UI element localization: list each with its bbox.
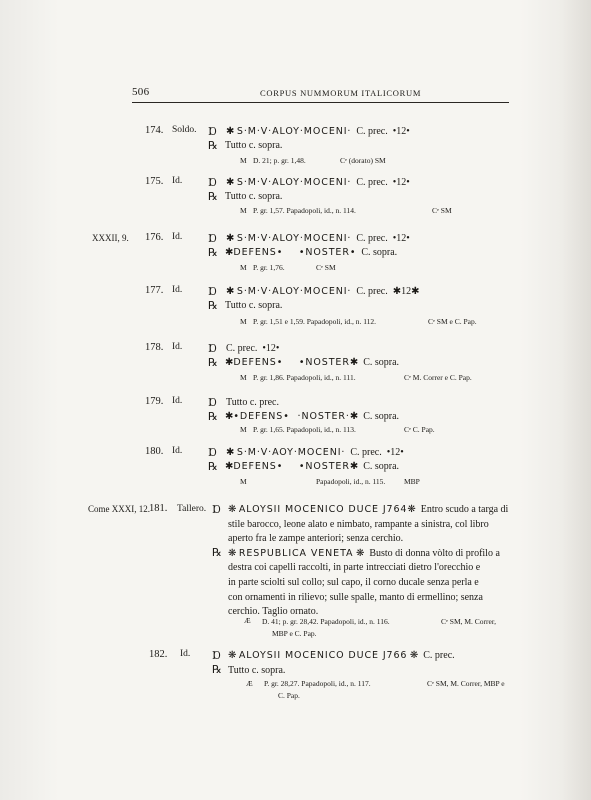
reverse-line: ✱•DEFENS• ·NOSTER·✱ C. sopra. xyxy=(225,411,400,422)
reverse-icon: ℞ xyxy=(212,664,222,676)
obverse-description: C. prec. xyxy=(356,286,388,297)
obverse-line: ✱ S·M·V·ALOY·MOCENI· C. prec. •12• xyxy=(226,126,410,137)
obverse-legend: ALOYSII MOCENICO DUCE J766 xyxy=(238,650,408,661)
obverse-line xyxy=(226,342,279,355)
entry-number: 176. xyxy=(145,232,164,243)
entry-note: P. gr. 1,65. Papadopoli, id., n. 113. xyxy=(253,425,356,434)
obverse-legend: S·M·V·ALOY·MOCENI· xyxy=(236,177,352,188)
entry-collections: Cᵉ (dorato) SM xyxy=(340,156,386,165)
entry-denomination: Tallero. xyxy=(177,504,207,514)
entry-number: 181. xyxy=(149,503,168,514)
reverse-line: ❋ RESPUBLICA VENETA ❋ Busto di donna vòlto di profilo a xyxy=(228,548,500,559)
entry-number: 174. xyxy=(145,125,164,136)
obverse-legend: ALOYSII MOCENICO DUCE J764 xyxy=(238,504,408,515)
obverse-icon: Ɒ xyxy=(208,126,217,138)
reverse-legend: •DEFENS• ·NOSTER· xyxy=(233,411,350,422)
entry-collections: Cᵉ SM, M. Correr, xyxy=(441,617,496,626)
metal-mark: M xyxy=(240,317,247,326)
page-bleed-shadow xyxy=(561,0,591,800)
obverse-line: ✱ S·M·V·AOY·MOCENI· C. prec. •12• xyxy=(226,447,404,458)
entry-number: 177. xyxy=(145,285,164,296)
obverse-line: Tutto c. prec. xyxy=(226,397,279,408)
metal-mark: M xyxy=(240,425,247,434)
reverse-line: Tutto c. sopra. xyxy=(225,191,283,202)
obverse-icon: Ɒ xyxy=(208,233,217,245)
header-rule xyxy=(132,102,509,103)
entry-denomination: Id. xyxy=(172,446,183,456)
entry-denomination: Id. xyxy=(172,342,183,352)
plate-reference: Come XXXI, 12. xyxy=(88,504,150,514)
obverse-description-line-1: Entro scudo a targa di xyxy=(420,504,509,515)
reverse-icon: ℞ xyxy=(208,191,218,203)
obverse-value: •12• xyxy=(262,343,280,354)
obverse-icon: Ɒ xyxy=(212,504,221,516)
obverse-line: ❋ ALOYSII MOCENICO DUCE J766 ❋ C. prec. xyxy=(228,650,455,661)
entry-collections: Cᵉ M. Correr e C. Pap. xyxy=(404,373,472,382)
reverse-description: C. sopra. xyxy=(363,411,400,422)
entry-number: 182. xyxy=(149,649,168,660)
reverse-description-line-5: cerchio. Taglio ornato. xyxy=(228,606,319,617)
reverse-description-line-3: in parte sciolti sul collo; sul capo, il corno ducale senza perla e xyxy=(228,577,479,588)
metal-mark: M xyxy=(240,263,247,272)
entry-collections: MBP xyxy=(404,477,420,486)
entry-number: 179. xyxy=(145,396,164,407)
reverse-icon: ℞ xyxy=(208,247,218,259)
entry-denomination: Id. xyxy=(172,285,183,295)
entry-collections: Cᵉ C. Pap. xyxy=(404,425,435,434)
obverse-value: •12• xyxy=(392,177,410,188)
obverse-description: C. prec. xyxy=(356,233,388,244)
obverse-icon: Ɒ xyxy=(208,447,217,459)
obverse-legend: S·M·V·AOY·MOCENI· xyxy=(236,447,346,458)
entry-collections-line-2: MBP e C. Pap. xyxy=(272,629,317,638)
reverse-legend: RESPUBLICA VENETA xyxy=(238,548,354,559)
entry-number: 180. xyxy=(145,446,164,457)
metal-mark: M xyxy=(240,206,247,215)
entry-denomination: Id. xyxy=(172,232,183,242)
entry-denomination: Id. xyxy=(172,176,183,186)
reverse-description: C. sopra. xyxy=(361,247,398,258)
obverse-legend: S·M·V·ALOY·MOCENI· xyxy=(236,126,352,137)
obverse-icon: Ɒ xyxy=(208,177,217,189)
entry-denomination: Id. xyxy=(172,396,183,406)
obverse-icon: Ɒ xyxy=(212,650,221,662)
entry-number: 178. xyxy=(145,342,164,353)
page-number: 506 xyxy=(132,86,150,98)
reverse-icon: ℞ xyxy=(208,140,218,152)
obverse-line: ✱ S·M·V·ALOY·MOCENI· C. prec. ✱12✱ xyxy=(226,286,420,297)
entry-collections: Cᵉ SM xyxy=(432,206,452,215)
obverse-description-line-3: aperto fra le zampe anteriori; senza cerchio. xyxy=(228,533,404,544)
entry-collections: Cᵉ SM, M. Correr, MBP e xyxy=(427,679,505,688)
reverse-icon: ℞ xyxy=(208,300,218,312)
obverse-value: ✱12✱ xyxy=(392,286,420,297)
reverse-description-line-4: con ornamenti in rilievo; sulle spalle, manto di ermellino; senza xyxy=(228,592,483,603)
metal-mark: Æ xyxy=(246,679,253,688)
reverse-line: Tutto c. sopra. xyxy=(228,665,286,676)
entry-denomination: Soldo. xyxy=(172,125,197,135)
obverse-line: ✱ S·M·V·ALOY·MOCENI· C. prec. •12• xyxy=(226,233,410,244)
metal-mark: M xyxy=(240,477,247,486)
entry-note: P. gr. 28,27. Papadopoli, id., n. 117. xyxy=(264,679,371,688)
obverse-value: •12• xyxy=(392,126,410,137)
reverse-legend: DEFENS• •NOSTER xyxy=(233,461,350,472)
obverse-icon: Ɒ xyxy=(208,397,217,409)
plate-reference: XXXII, 9. xyxy=(92,233,129,243)
entry-note: D. 21; p. gr. 1,48. xyxy=(253,156,306,165)
entry-collections: Cᵉ SM e C. Pap. xyxy=(428,317,477,326)
reverse-line: ✱DEFENS• •NOSTER✱ C. sopra. xyxy=(225,357,400,368)
reverse-icon: ℞ xyxy=(208,461,218,473)
entry-note: P. gr. 1,51 e 1,59. Papadopoli, id., n. 112. xyxy=(253,317,377,326)
reverse-legend: DEFENS• •NOSTER xyxy=(233,357,350,368)
obverse-line: ✱ S·M·V·ALOY·MOCENI· C. prec. •12• xyxy=(226,177,410,188)
reverse-icon: ℞ xyxy=(212,547,222,559)
obverse-legend: S·M·V·ALOY·MOCENI· xyxy=(236,233,352,244)
obverse-description: C. prec. xyxy=(356,177,388,188)
obverse-legend: S·M·V·ALOY·MOCENI· xyxy=(236,286,352,297)
reverse-icon: ℞ xyxy=(208,411,218,423)
obverse-description: C. prec. xyxy=(226,343,258,354)
reverse-description: C. sopra. xyxy=(363,357,400,368)
entry-number: 175. xyxy=(145,176,164,187)
reverse-line: Tutto c. sopra. xyxy=(225,140,283,151)
entry-denomination: Id. xyxy=(180,649,191,659)
entry-collections: Cᵉ SM xyxy=(316,263,336,272)
reverse-description-line-1: Busto di donna vòlto di profilo a xyxy=(369,548,500,559)
metal-mark: M xyxy=(240,373,247,382)
reverse-legend: DEFENS• •NOSTER• xyxy=(233,247,357,258)
obverse-description-line-2: stile barocco, leone alato e nimbato, rampante a sinistra, col libro xyxy=(228,519,489,530)
obverse-value: •12• xyxy=(392,233,410,244)
metal-mark: M xyxy=(240,156,247,165)
entry-note: P. gr. 1,57. Papadopoli, id., n. 114. xyxy=(253,206,356,215)
reverse-icon: ℞ xyxy=(208,357,218,369)
entry-collections-line-2: C. Pap. xyxy=(278,691,300,700)
metal-mark: Æ xyxy=(244,616,251,625)
reverse-line: ✱DEFENS• •NOSTER• C. sopra. xyxy=(225,247,398,258)
reverse-description: C. sopra. xyxy=(363,461,400,472)
obverse-value: •12• xyxy=(386,447,404,458)
obverse-description: C. prec. xyxy=(356,126,388,137)
entry-note: P. gr. 1,76. xyxy=(253,263,285,272)
reverse-description-line-2: destra coi capelli raccolti, in parte intrecciati dietro l'orecchio e xyxy=(228,562,481,573)
reverse-line: ✱DEFENS• •NOSTER✱ C. sopra. xyxy=(225,461,400,472)
entry-note: P. gr. 1,86. Papadopoli, id., n. 111. xyxy=(253,373,356,382)
obverse-icon: Ɒ xyxy=(208,343,217,355)
obverse-icon: Ɒ xyxy=(208,286,217,298)
running-title: CORPUS NUMMORUM ITALICORUM xyxy=(260,88,422,98)
obverse-line: ❋ ALOYSII MOCENICO DUCE J764❋ Entro scudo a targa di xyxy=(228,504,509,515)
obverse-description: C. prec. xyxy=(423,650,455,661)
obverse-description: C. prec. xyxy=(350,447,382,458)
reverse-line: Tutto c. sopra. xyxy=(225,300,283,311)
entry-note: Papadopoli, id., n. 115. xyxy=(316,477,386,486)
entry-note: D. 41; p. gr. 28,42. Papadopoli, id., n. 116. xyxy=(262,617,390,626)
